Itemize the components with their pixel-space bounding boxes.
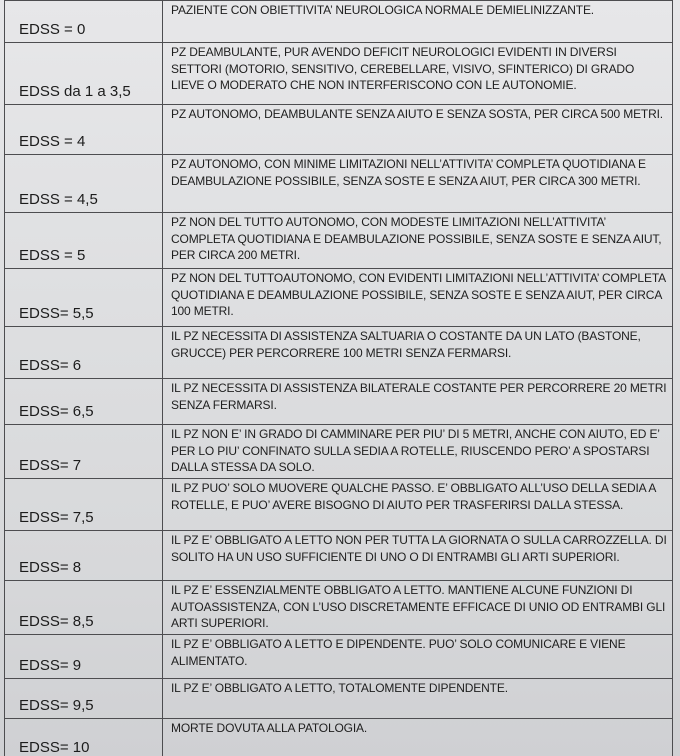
score-cell-1: EDSS da 1 a 3,5	[5, 43, 163, 105]
description-cell-6: IL PZ NECESSITA DI ASSISTENZA SALTUARIA O COSTANTE DA UN LATO (BASTONE, GRUCCE) PER PERCORRERE 100 METRI SENZA FERMARSI.	[163, 327, 673, 379]
score-cell-10: EDSS= 8	[5, 531, 163, 581]
description-cell-2: PZ AUTONOMO, DEAMBULANTE SENZA AIUTO E SENZA SOSTA, PER CIRCA 500 METRI.	[163, 105, 673, 155]
description-cell-1: PZ DEAMBULANTE, PUR AVENDO DEFICIT NEUROLOGICI EVIDENTI IN DIVERSI SETTORI (MOTORIO, SENSITIVO, CEREBELLARE, VISIVO, SFINTERICO) DI GRADO LIEVE O MODERATO CHE NON INTERFERISCONO CON LE AUTONOMIE.	[163, 43, 673, 105]
score-cell-11: EDSS= 8,5	[5, 581, 163, 635]
description-cell-8: IL PZ NON E’ IN GRADO DI CAMMINARE PER PIU’ DI 5 METRI, ANCHE CON AIUTO, ED E’ PER LO PIU’ CONFINATO SULLA SEDIA A ROTELLE, RIUSCENDO PERO’ A SPOSTARSI DALLA STESSA DA SOLO.	[163, 425, 673, 479]
description-cell-5: PZ NON DEL TUTTOAUTONOMO, CON EVIDENTI LIMITAZIONI NELL’ATTIVITA’ COMPLETA QUOTIDIANA E DEAMBULAZIONE POSSIBILE, SENZA SOSTE E SENZA AIUT, PER CIRCA 100 METRI.	[163, 269, 673, 327]
description-cell-11: IL PZ E’ ESSENZIALMENTE OBBLIGATO A LETTO. MANTIENE ALCUNE FUNZIONI DI AUTOASSISTENZA, CON L’USO DISCRETAMENTE EFFICACE DI UNIO OD ENTRAMBI GLI ARTI SUPERIORI.	[163, 581, 673, 635]
edss-table	[4, 0, 673, 756]
score-cell-4: EDSS = 5	[5, 213, 163, 269]
score-cell-13: EDSS= 9,5	[5, 679, 163, 719]
score-cell-14: EDSS= 10	[5, 719, 163, 756]
description-cell-12: IL PZ E’ OBBLIGATO A LETTO E DIPENDENTE. PUO’ SOLO COMUNICARE E VIENE ALIMENTATO.	[163, 635, 673, 679]
description-cell-4: PZ NON DEL TUTTO AUTONOMO, CON MODESTE LIMITAZIONI NELL’ATTIVITA’ COMPLETA QUOTIDIANA E DEAMBULAZIONE POSSIBILE, SENZA SOSTE E SENZA AIUT, PER CIRCA 200 METRI.	[163, 213, 673, 269]
description-cell-9: IL PZ PUO’ SOLO MUOVERE QUALCHE PASSO. E’ OBBLIGATO ALL’USO DELLA SEDIA A ROTELLE, E PUO’ AVERE BISOGNO DI AIUTO PER TRASFERIRSI DALLA STESSA.	[163, 479, 673, 531]
score-cell-0: EDSS = 0	[5, 1, 163, 43]
score-cell-9: EDSS= 7,5	[5, 479, 163, 531]
description-cell-0: PAZIENTE CON OBIETTIVITA’ NEUROLOGICA NORMALE DEMIELINIZZANTE.	[163, 1, 673, 43]
description-cell-7: IL PZ NECESSITA DI ASSISTENZA BILATERALE COSTANTE PER PERCORRERE 20 METRI SENZA FERMARSI.	[163, 379, 673, 425]
score-cell-7: EDSS= 6,5	[5, 379, 163, 425]
description-cell-14: MORTE DOVUTA ALLA PATOLOGIA.	[163, 719, 673, 756]
score-cell-3: EDSS = 4,5	[5, 155, 163, 213]
score-cell-12: EDSS= 9	[5, 635, 163, 679]
description-cell-13: IL PZ E’ OBBLIGATO A LETTO, TOTALOMENTE DIPENDENTE.	[163, 679, 673, 719]
score-cell-5: EDSS= 5,5	[5, 269, 163, 327]
score-cell-8: EDSS= 7	[5, 425, 163, 479]
description-cell-10: IL PZ E’ OBBLIGATO A LETTO NON PER TUTTA LA GIORNATA O SULLA CARROZZELLA. DI SOLITO HA UN USO SUFFICIENTE DI UNO O DI ENTRAMBI GLI ARTI SUPERIORI.	[163, 531, 673, 581]
score-cell-6: EDSS= 6	[5, 327, 163, 379]
score-cell-2: EDSS = 4	[5, 105, 163, 155]
description-cell-3: PZ AUTONOMO, CON MINIME LIMITAZIONI NELL’ATTIVITA’ COMPLETA QUOTIDIANA E DEAMBULAZIONE POSSIBILE, SENZA SOSTE E SENZA AIUT, PER CIRCA 300 METRI.	[163, 155, 673, 213]
